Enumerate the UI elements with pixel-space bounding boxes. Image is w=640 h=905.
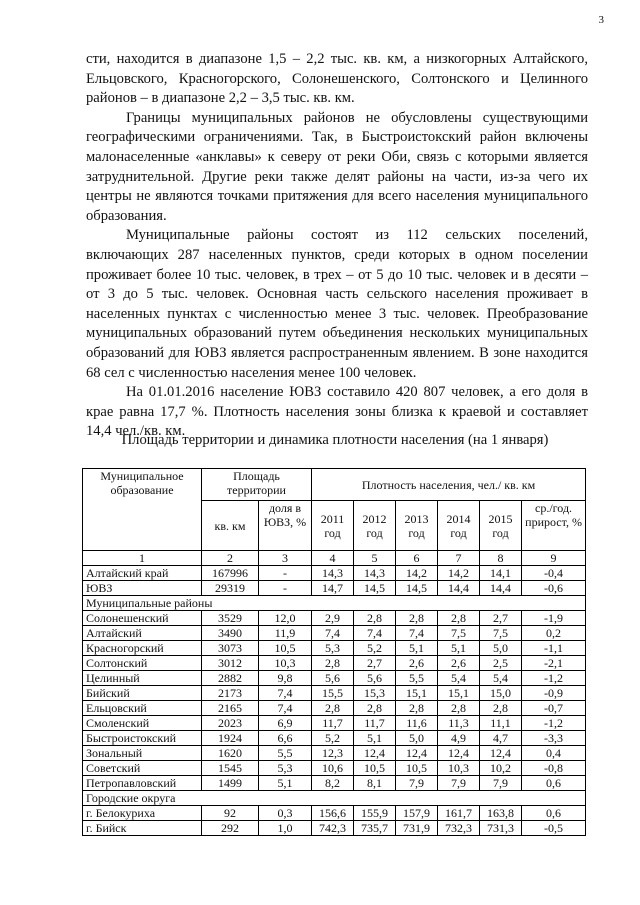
- header-density-group: Плотность населения, чел./ кв. км: [312, 469, 586, 501]
- table-cell: 7,9: [480, 776, 522, 791]
- section-row: [83, 791, 586, 806]
- row-label: Целинный: [83, 671, 202, 686]
- table-cell: 1620: [202, 746, 259, 761]
- table-cell: -1,2: [522, 671, 586, 686]
- section-row: [83, 596, 586, 611]
- table-cell: 1924: [202, 731, 259, 746]
- table-cell: 11,6: [396, 716, 438, 731]
- table-cell: 5,4: [480, 671, 522, 686]
- row-label: Солтонский: [83, 656, 202, 671]
- row-label: Быстроистокский: [83, 731, 202, 746]
- table-cell: 2,7: [480, 611, 522, 626]
- table-row: [83, 641, 586, 656]
- table-cell: -: [259, 581, 312, 596]
- table-cell: 14,2: [396, 566, 438, 581]
- table-cell: 2,8: [312, 701, 354, 716]
- row-label: Зональный: [83, 746, 202, 761]
- table-cell: 2: [202, 551, 259, 566]
- table-cell: -: [259, 566, 312, 581]
- table-row: [83, 686, 586, 701]
- header-growth: ср./год. прирост, %: [522, 501, 586, 551]
- table-cell: 11,7: [354, 716, 396, 731]
- table-cell: 0,2: [522, 626, 586, 641]
- table-cell: 5,1: [396, 641, 438, 656]
- table-cell: 14,3: [354, 566, 396, 581]
- table-cell: 2,8: [354, 701, 396, 716]
- row-label: Солонешенский: [83, 611, 202, 626]
- table-cell: 7,5: [480, 626, 522, 641]
- table-cell: 735,7: [354, 821, 396, 836]
- paragraph: Муниципальные районы состоят из 112 сельских поселений, включающих 287 населенных пунктов, среди которых в одном поселении проживает более 10 тыс. человек, в трех – от 5 до 10 тыс. человек и в десяти – от 3 до 5 тыс. человек. Основная часть сельского населения проживает в населенных пунктах с численностью менее 3 тыс. человек. Преобразование муниципальных образований путем объединения нескольких муниципальных образований для ЮВЗ является распространенным явлением. В зоне находится 68 сел с численностью населения менее 100 человек.: [86, 227, 588, 381]
- table-cell: -1,2: [522, 716, 586, 731]
- table-caption: Площадь территории и динамика плотности населения (на 1 января): [121, 432, 549, 448]
- table-row: [83, 761, 586, 776]
- table-cell: 1,0: [259, 821, 312, 836]
- table-cell: 14,5: [354, 581, 396, 596]
- table-cell: 2173: [202, 686, 259, 701]
- page-number: 3: [598, 14, 604, 26]
- table-cell: 9,8: [259, 671, 312, 686]
- table-cell: 3073: [202, 641, 259, 656]
- table-cell: 5,1: [354, 731, 396, 746]
- table-cell: 2,7: [354, 656, 396, 671]
- table-row: [83, 671, 586, 686]
- table-cell: 12,0: [259, 611, 312, 626]
- density-table: [82, 468, 586, 836]
- table-cell: 1499: [202, 776, 259, 791]
- table-cell: 2,8: [438, 611, 480, 626]
- table-row: [83, 581, 586, 596]
- table-cell: 2,8: [396, 611, 438, 626]
- table-cell: -0,4: [522, 566, 586, 581]
- table-cell: 8,1: [354, 776, 396, 791]
- table-cell: 3: [259, 551, 312, 566]
- table-cell: 3012: [202, 656, 259, 671]
- row-label: Бийский: [83, 686, 202, 701]
- table-cell: 11,9: [259, 626, 312, 641]
- table-cell: 10,6: [312, 761, 354, 776]
- table-cell: 15,3: [354, 686, 396, 701]
- table-cell: 15,5: [312, 686, 354, 701]
- table-cell: 12,4: [480, 746, 522, 761]
- table-cell: 5,2: [312, 731, 354, 746]
- section-label: Муниципальные районы: [83, 596, 586, 611]
- table-cell: 5,3: [259, 761, 312, 776]
- table-cell: 155,9: [354, 806, 396, 821]
- header-2011: 2011 год: [312, 501, 354, 551]
- row-label: Петропавловский: [83, 776, 202, 791]
- table-cell: 8: [480, 551, 522, 566]
- table-cell: -0,9: [522, 686, 586, 701]
- table-row: [83, 806, 586, 821]
- table-cell: 292: [202, 821, 259, 836]
- table-cell: 29319: [202, 581, 259, 596]
- row-label: г. Бийск: [83, 821, 202, 836]
- table-cell: 7,4: [312, 626, 354, 641]
- table-cell: 12,4: [438, 746, 480, 761]
- table-cell: 3529: [202, 611, 259, 626]
- table-cell: 5,6: [312, 671, 354, 686]
- table-cell: 1545: [202, 761, 259, 776]
- table-cell: 163,8: [480, 806, 522, 821]
- table-cell: 0,4: [522, 746, 586, 761]
- table-cell: 5,1: [259, 776, 312, 791]
- column-number-row: [83, 551, 586, 566]
- table-cell: 6,6: [259, 731, 312, 746]
- table-cell: -0,6: [522, 581, 586, 596]
- table-cell: 14,5: [396, 581, 438, 596]
- table-cell: 14,2: [438, 566, 480, 581]
- table-cell: 5,2: [354, 641, 396, 656]
- table-cell: 731,3: [480, 821, 522, 836]
- table-cell: 2882: [202, 671, 259, 686]
- paragraph: Границы муниципальных районов не обусловлены существующими географическими ограничениями. Так, в Быстроистокский район включены малонаселенные «анклавы» к северу от реки Оби, связь с которыми является затруднительной. Другие реки также делят районы на части, из-за чего их центры не являются точками притяжения для всего населения муниципального образования.: [86, 109, 588, 224]
- table-row: [83, 611, 586, 626]
- table-cell: 7,9: [438, 776, 480, 791]
- table-cell: 11,7: [312, 716, 354, 731]
- row-label: Красногорский: [83, 641, 202, 656]
- table-cell: 6,9: [259, 716, 312, 731]
- table-cell: 2,8: [396, 701, 438, 716]
- table-cell: 4,9: [438, 731, 480, 746]
- table-cell: 0,3: [259, 806, 312, 821]
- table-cell: 7,4: [354, 626, 396, 641]
- table-cell: 5,0: [480, 641, 522, 656]
- table-cell: 12,3: [312, 746, 354, 761]
- table-cell: 4: [312, 551, 354, 566]
- table-cell: 10,3: [438, 761, 480, 776]
- table-cell: 14,4: [480, 581, 522, 596]
- table-cell: 12,4: [354, 746, 396, 761]
- table-cell: 15,1: [396, 686, 438, 701]
- table-cell: 156,6: [312, 806, 354, 821]
- row-label: 1: [83, 551, 202, 566]
- table-cell: 10,5: [354, 761, 396, 776]
- table-cell: 10,3: [259, 656, 312, 671]
- table-cell: 11,3: [438, 716, 480, 731]
- table-cell: 157,9: [396, 806, 438, 821]
- table-cell: 2,9: [312, 611, 354, 626]
- header-2014: 2014 год: [438, 501, 480, 551]
- table-cell: 5,4: [438, 671, 480, 686]
- table-cell: 2,8: [354, 611, 396, 626]
- paragraph: сти, находится в диапазоне 1,5 – 2,2 тыс. кв. км, а низкогорных Алтайского, Ельцовского, Красногорского, Солонешенского, Солтонского и Целинного районов – в диапазоне 2,2 – 3,5 тыс. кв. км.: [86, 51, 588, 107]
- table-row: [83, 746, 586, 761]
- table-cell: 2023: [202, 716, 259, 731]
- table-row: [83, 776, 586, 791]
- table-cell: -0,5: [522, 821, 586, 836]
- table-cell: 5,0: [396, 731, 438, 746]
- table-cell: 8,2: [312, 776, 354, 791]
- table-cell: 15,0: [480, 686, 522, 701]
- section-label: Городские округа: [83, 791, 586, 806]
- table-row: [83, 701, 586, 716]
- table-body: [83, 551, 586, 836]
- table-cell: 5,1: [438, 641, 480, 656]
- header-2013: 2013 год: [396, 501, 438, 551]
- header-2012: 2012 год: [354, 501, 396, 551]
- table-cell: 5: [354, 551, 396, 566]
- table-cell: 92: [202, 806, 259, 821]
- header-share: доля в ЮВЗ, %: [259, 501, 312, 551]
- table-cell: 15,1: [438, 686, 480, 701]
- table-cell: 14,3: [312, 566, 354, 581]
- row-label: Советский: [83, 761, 202, 776]
- table-cell: 732,3: [438, 821, 480, 836]
- row-label: Ельцовский: [83, 701, 202, 716]
- paragraph: На 01.01.2016 население ЮВЗ составило 420 807 человек, а его доля в крае равна 17,7 %. Плотность населения зоны близка к краевой и составляет 14,4 чел./кв. км.: [86, 384, 588, 440]
- row-label: г. Белокуриха: [83, 806, 202, 821]
- table-cell: -0,8: [522, 761, 586, 776]
- table-cell: 5,5: [259, 746, 312, 761]
- table-cell: 10,2: [480, 761, 522, 776]
- table-cell: 3490: [202, 626, 259, 641]
- header-area-km: кв. км: [202, 501, 259, 551]
- table-cell: 731,9: [396, 821, 438, 836]
- table-cell: 2,5: [480, 656, 522, 671]
- table-cell: 5,5: [396, 671, 438, 686]
- table-cell: -1,9: [522, 611, 586, 626]
- row-label: ЮВЗ: [83, 581, 202, 596]
- table-cell: 2,8: [480, 701, 522, 716]
- row-label: Алтайский: [83, 626, 202, 641]
- table-row: [83, 731, 586, 746]
- header-2015: 2015 год: [480, 501, 522, 551]
- table-row: [83, 716, 586, 731]
- table-cell: 2,8: [438, 701, 480, 716]
- table-cell: 7,5: [438, 626, 480, 641]
- table-cell: 0,6: [522, 806, 586, 821]
- table-cell: 7,9: [396, 776, 438, 791]
- table-cell: -3,3: [522, 731, 586, 746]
- table-cell: 5,6: [354, 671, 396, 686]
- table-cell: -1,1: [522, 641, 586, 656]
- table-cell: 742,3: [312, 821, 354, 836]
- table-cell: 10,5: [259, 641, 312, 656]
- table-cell: -2,1: [522, 656, 586, 671]
- table-cell: 0,6: [522, 776, 586, 791]
- table-cell: 161,7: [438, 806, 480, 821]
- table-cell: 2,8: [312, 656, 354, 671]
- table-cell: 4,7: [480, 731, 522, 746]
- table-cell: -0,7: [522, 701, 586, 716]
- body-text: [86, 50, 588, 442]
- table-cell: 7,4: [259, 686, 312, 701]
- table-cell: 167996: [202, 566, 259, 581]
- table-cell: 7,4: [259, 701, 312, 716]
- table-cell: 5,3: [312, 641, 354, 656]
- table-row: [83, 656, 586, 671]
- table-cell: 14,1: [480, 566, 522, 581]
- table-cell: 2,6: [438, 656, 480, 671]
- table-row: [83, 566, 586, 581]
- table-cell: 2,6: [396, 656, 438, 671]
- row-label: Алтайский край: [83, 566, 202, 581]
- table-row: [83, 821, 586, 836]
- table-cell: 11,1: [480, 716, 522, 731]
- table-cell: 2165: [202, 701, 259, 716]
- table-cell: 10,5: [396, 761, 438, 776]
- table-cell: 12,4: [396, 746, 438, 761]
- table-cell: 7,4: [396, 626, 438, 641]
- table-cell: 14,4: [438, 581, 480, 596]
- header-area-group: Площадь территории: [202, 469, 312, 501]
- table-cell: 7: [438, 551, 480, 566]
- table-cell: 6: [396, 551, 438, 566]
- row-label: Смоленский: [83, 716, 202, 731]
- table-row: [83, 626, 586, 641]
- table-cell: 9: [522, 551, 586, 566]
- table-cell: 14,7: [312, 581, 354, 596]
- header-municipality: Муниципальное образование: [83, 469, 202, 551]
